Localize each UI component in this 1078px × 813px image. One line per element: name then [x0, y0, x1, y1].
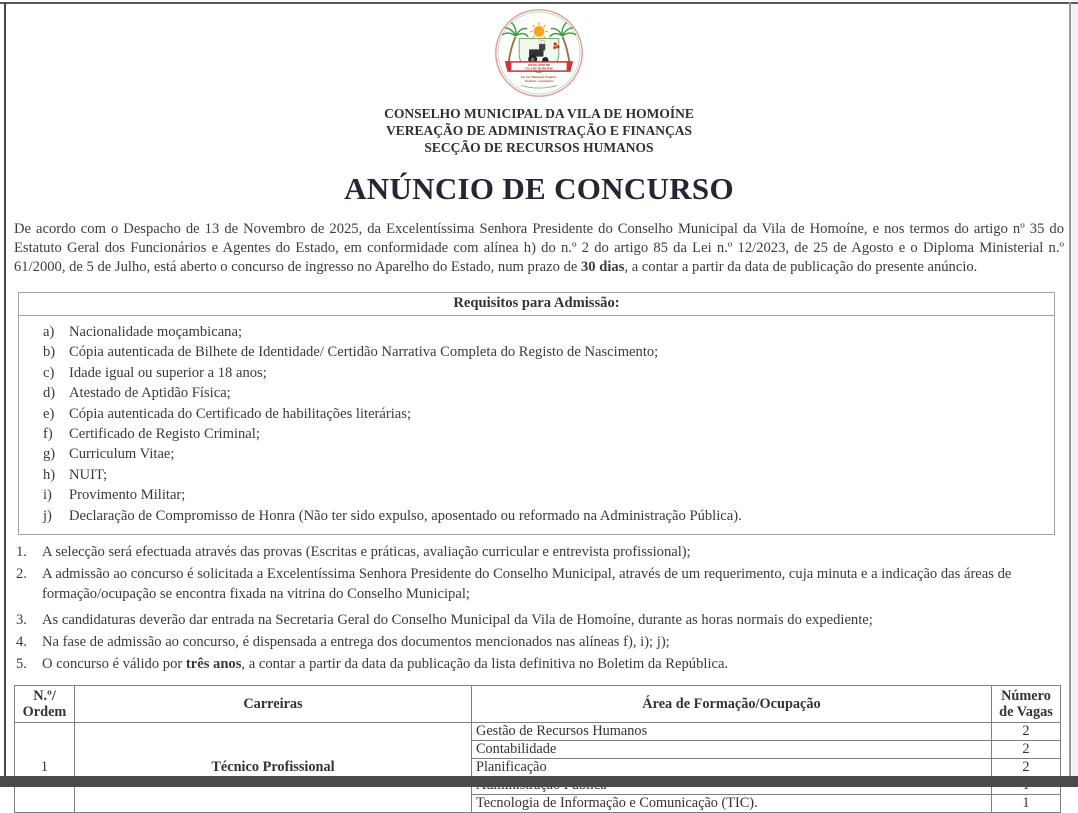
document-page [14, 4, 1064, 813]
item-number: 3. [16, 612, 27, 629]
header-text: Número [1001, 687, 1051, 704]
list-item [43, 424, 1054, 444]
item-text [42, 655, 1064, 675]
item-text: Na fase de admissão ao concurso, é dispensada a entrega dos documentos mencionados nas alíneas f), i); j); [42, 634, 670, 651]
area-cell: Planificação [472, 758, 992, 776]
right-margin-strip [1071, 0, 1078, 787]
requirements-list [19, 316, 1054, 534]
table-row [15, 722, 1061, 740]
vagas-cell: 2 [992, 758, 1061, 776]
notes-list [14, 543, 1064, 675]
table-header-row [15, 685, 1061, 722]
item-letter: h) [43, 466, 56, 483]
list-item [43, 383, 1054, 403]
col-header-area: Área de Formação/Ocupação [472, 685, 992, 722]
item-letter: g) [43, 446, 56, 463]
municipal-emblem-logo [14, 8, 1064, 98]
col-header-vagas [992, 685, 1061, 722]
note5-pre: O concurso é válido por [42, 656, 186, 673]
col-header-ordem [15, 685, 75, 722]
ribbon-banner [505, 61, 573, 72]
item-letter: j) [43, 507, 52, 524]
note5-post: , a contar a partir da data da publicação da lista definitiva no Boletim da República. [241, 656, 729, 673]
org-line-3: SECÇÃO DE RECURSOS HUMANOS [424, 140, 654, 155]
item-number: 5. [16, 656, 27, 673]
area-cell: Gestão de Recursos Humanos [472, 722, 992, 740]
list-item [43, 485, 1054, 505]
list-item [14, 565, 1064, 604]
item-text: Nacionalidade moçambicana; [69, 324, 243, 340]
note5-bold: três anos [185, 656, 242, 673]
carreira-cell: Técnico Profissional [75, 722, 472, 812]
list-item [43, 322, 1054, 342]
page-title: ANÚNCIO DE CONCURSO [344, 171, 734, 206]
item-text: Certificado de Registo Criminal; [69, 426, 260, 443]
list-item [43, 404, 1054, 424]
item-letter: e) [43, 405, 55, 422]
item-text: Atestado de Aptidão Física; [69, 385, 231, 402]
item-text: A admissão ao concurso é solicitada a Excelentíssima Senhora Presidente do Conselho Municipal, através de um requerimento, cuja minuta e a indicação das áreas de formação/ocupação se encontra fixada na vitrina do Conselho Municipal; [42, 566, 1012, 602]
vacancies-table [14, 685, 1061, 813]
list-item [14, 543, 1064, 563]
item-number: 4. [16, 634, 27, 651]
bottom-window-edge [0, 776, 1078, 787]
org-line-2: VEREAÇÃO DE ADMINISTRAÇÃO E FINANÇAS [385, 123, 693, 138]
item-number: 1. [16, 544, 27, 561]
municipal-emblem-icon [492, 8, 586, 98]
logo-motto-line2: Inclusivo e Sustentável [524, 78, 554, 83]
area-cell: Contabilidade [472, 740, 992, 758]
requirements-title: Requisitos para Admissão: [19, 293, 1054, 316]
intro-text-post: , a contar a partir da data de publicação do presente anúncio. [624, 259, 978, 275]
logo-banner-line2: VILA DE HOMOÍNE [524, 66, 554, 71]
item-text: Cópia autenticada de Bilhete de Identidade/ Certidão Narrativa Completa do Registo de Nascimento; [69, 344, 659, 361]
item-text: Cópia autenticada do Certificado de habilitações literárias; [69, 405, 412, 422]
logo-motto-line1: Por um Município Próspero, [520, 74, 558, 79]
item-letter: c) [43, 364, 55, 381]
item-text: Declaração de Compromisso de Honra (Não ter sido expulso, aposentado ou reformado na Administração Pública). [69, 507, 742, 524]
list-item [43, 465, 1054, 485]
item-letter: b) [43, 344, 56, 361]
item-letter: f) [43, 426, 53, 443]
header-text: N.º/ [33, 687, 56, 704]
header-text: Ordem [22, 703, 67, 720]
list-item [43, 363, 1054, 383]
vagas-cell: 2 [992, 722, 1061, 740]
list-item [14, 633, 1064, 653]
organisation-heading [14, 105, 1064, 156]
item-text: Provimento Militar; [69, 487, 186, 504]
list-item [14, 611, 1064, 631]
item-text: As candidaturas deverão dar entrada na Secretaria Geral do Conselho Municipal da Vila de Homoíne, durante as horas normais do expediente; [42, 612, 873, 629]
org-line-1: CONSELHO MUNICIPAL DA VILA DE HOMOÍNE [384, 106, 694, 121]
vagas-cell: 2 [992, 740, 1061, 758]
list-item [14, 655, 1064, 675]
area-cell: Tecnologia de Informação e Comunicação (TIC). [472, 794, 992, 812]
item-letter: a) [43, 324, 55, 340]
item-letter: i) [43, 487, 52, 504]
col-header-carreiras: Carreiras [75, 685, 472, 722]
item-letter: d) [43, 385, 56, 402]
item-text: Idade igual ou superior a 18 anos; [69, 364, 267, 381]
page-top-edge [0, 2, 1078, 4]
list-item [43, 342, 1054, 362]
logo-banner-line1: MUNICÍPIO DE [527, 63, 551, 68]
item-text: A selecção será efectuada através das provas (Escritas e práticas, avaliação curricular e entrevista profissional); [42, 544, 691, 561]
item-text: Curriculum Vitae; [69, 446, 175, 463]
intro-paragraph [14, 220, 1064, 277]
header-text: de Vagas [999, 703, 1053, 720]
intro-text-pre: De acordo com o Despacho de 13 de Novembro de 2025, da Excelentíssima Senhora Presidente do Conselho Municipal da Vila de Homoíne, e nos termos do artigo nº 35 do Estatuto Geral dos Funcionários e Agentes do Estado, em conformidade com alínea h) do n.º 2 do artigo 85 da Lei n.º 12/2023, de 25 de Agosto e o Diploma Ministerial n.º 61/2000, de 5 de Julho, está aberto o concurso de ingresso no Aparelho do Estado, num prazo de [14, 221, 1064, 275]
page-right-edge [1069, 2, 1071, 776]
ordem-cell: 1 [15, 722, 75, 812]
list-item [43, 444, 1054, 464]
list-item [43, 506, 1054, 526]
item-number: 2. [16, 566, 27, 583]
intro-text-bold: 30 dias [581, 259, 625, 275]
item-text: NUIT; [69, 466, 108, 483]
vagas-cell: 1 [992, 794, 1061, 812]
page-left-edge [4, 2, 6, 776]
requirements-box [18, 292, 1055, 535]
